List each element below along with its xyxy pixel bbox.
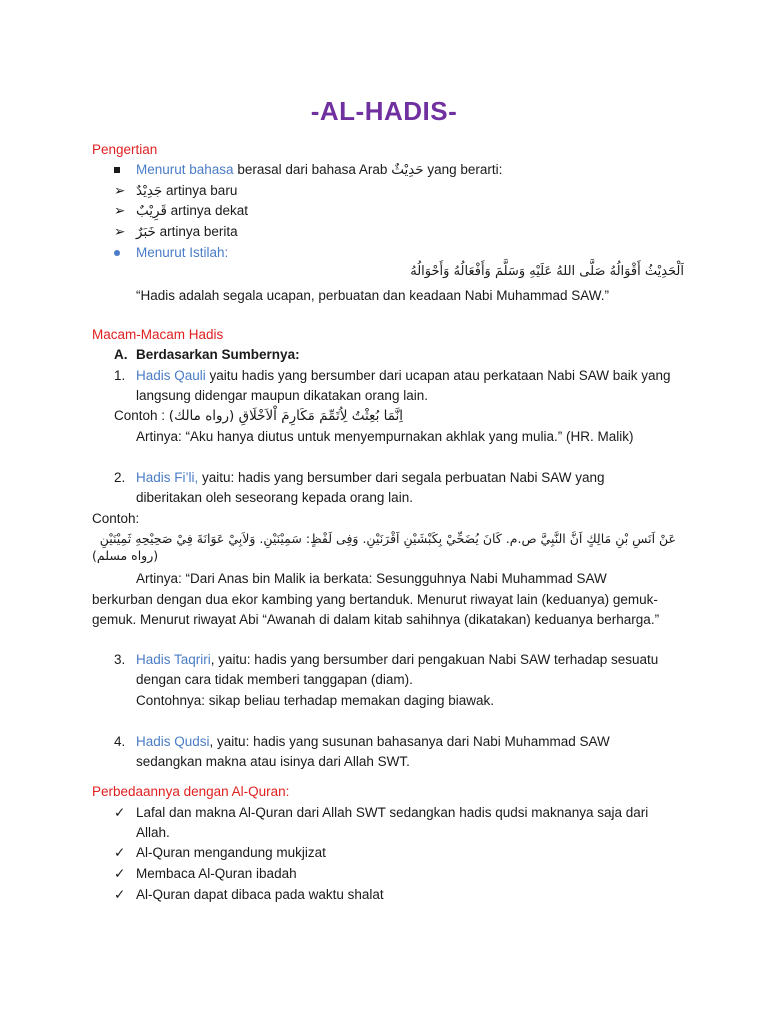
check-icon: ✓ bbox=[114, 845, 126, 860]
artinya-text: Artinya: “Dari Anas bin Malik ia berkata: Sesungguhnya Nabi Muhammad SAW bbox=[136, 571, 607, 586]
arrow-bullet-icon: ➢ bbox=[114, 183, 126, 198]
hadis-fili-line bbox=[114, 468, 605, 488]
hadis-fili-label: Hadis Fi’li, bbox=[136, 470, 199, 485]
difference-item bbox=[114, 864, 297, 884]
hadis-fili-arabic-source: (رواه مسلم) bbox=[92, 548, 159, 563]
hadis-fili-text-cont: diberitakan oleh seseorang kepada orang lain. bbox=[136, 490, 413, 505]
difference-text: Al-Quran dapat dibaca pada waktu shalat bbox=[136, 887, 384, 902]
hadis-qudsi-label: Hadis Qudsi bbox=[136, 734, 210, 749]
list-marker: 4. bbox=[114, 734, 126, 749]
difference-text: Al-Quran mengandung mukjizat bbox=[136, 845, 326, 860]
subheading-a bbox=[114, 345, 300, 365]
hadis-taqriri-text-cont: dengan cara tidak memberi tanggapan (diam). bbox=[136, 672, 413, 687]
artinya-text-cont: berkurban dengan dua ekor kambing yang bertanduk. Menurut riwayat lain (keduanya) gemuk- bbox=[92, 592, 658, 607]
meaning-text: artinya baru bbox=[162, 183, 238, 198]
hadis-taqriri-example: Contohnya: sikap beliau terhadap memakan daging biawak. bbox=[136, 693, 494, 708]
contoh-line bbox=[114, 406, 403, 426]
meaning-text: artinya dekat bbox=[166, 203, 248, 218]
meaning-item bbox=[114, 181, 237, 201]
section-heading-macam: Macam-Macam Hadis bbox=[92, 327, 224, 342]
contoh-label: Contoh : bbox=[114, 408, 169, 423]
arrow-bullet-icon: ➢ bbox=[114, 203, 126, 218]
meaning-arabic: خَبَرٌ bbox=[136, 224, 156, 240]
check-icon: ✓ bbox=[114, 887, 126, 902]
list-marker: 2. bbox=[114, 470, 126, 485]
check-icon: ✓ bbox=[114, 866, 126, 881]
difference-text: Lafal dan makna Al-Quran dari Allah SWT sedangkan hadis qudsi maknanya saja dari bbox=[136, 805, 649, 820]
difference-item bbox=[114, 843, 326, 863]
meaning-text: artinya berita bbox=[155, 224, 238, 239]
hadis-qauli-text-cont: langsung didengar maupun dikatakan orang lain. bbox=[136, 388, 428, 403]
bahasa-arabic: حَدِيْثٌ bbox=[391, 162, 424, 178]
meaning-item bbox=[114, 201, 248, 221]
bahasa-tail: yang berarti: bbox=[423, 162, 503, 177]
hadis-fili-text: yaitu: hadis yang bersumber dari segala perbuatan Nabi SAW yang bbox=[198, 470, 605, 485]
section-heading-pengertian: Pengertian bbox=[92, 142, 158, 157]
difference-item bbox=[114, 885, 384, 905]
list-marker: 1. bbox=[114, 368, 126, 383]
contoh-label: Contoh: bbox=[92, 511, 140, 526]
hadis-qudsi-text-cont: sedangkan makna atau isinya dari Allah SWT. bbox=[136, 754, 410, 769]
hadis-qudsi-text: , yaitu: hadis yang susunan bahasanya dari Nabi Muhammad SAW bbox=[209, 734, 610, 749]
definition-text: “Hadis adalah segala ucapan, perbuatan dan keadaan Nabi Muhammad SAW.” bbox=[136, 288, 610, 303]
istilah-line bbox=[114, 243, 228, 263]
list-marker: 3. bbox=[114, 652, 126, 667]
hadis-taqriri-line bbox=[114, 650, 658, 670]
meaning-arabic: قَرِيْبٌ bbox=[136, 203, 167, 219]
hadis-qauli-label: Hadis Qauli bbox=[136, 368, 206, 383]
bahasa-label: Menurut bahasa bbox=[136, 162, 234, 177]
hadis-fili-arabic: عَنْ اَنَسِ بْنِ مَالِكٍ اَنَّ النَّبِيَّ ص.م. كَانَ يُضَحِّيْ بِكَبْشَيْنِ اَقْرَنَيْنِ. وَفِى لَفْظٍ: سَمِيْنَيْنِ. وَلاَبِيْ عَوَانَةَ فِيْ صَحِيْحِهِ ثَمِيْنَيْنِ bbox=[99, 531, 676, 546]
arrow-bullet-icon: ➢ bbox=[114, 224, 126, 239]
difference-text-cont: Allah. bbox=[136, 825, 170, 840]
difference-item bbox=[114, 803, 648, 823]
meaning-item bbox=[114, 222, 238, 242]
hadis-qauli-line bbox=[114, 366, 671, 386]
hadis-taqriri-text: , yaitu: hadis yang bersumber dari pengakuan Nabi SAW terhadap sesuatu bbox=[210, 652, 659, 667]
hadis-qudsi-line bbox=[114, 732, 610, 752]
list-marker: A. bbox=[114, 347, 128, 362]
bahasa-text: berasal dari bahasa Arab bbox=[233, 162, 392, 177]
square-bullet-icon bbox=[114, 167, 120, 173]
dot-bullet-icon bbox=[114, 250, 120, 256]
hadis-taqriri-label: Hadis Taqriri bbox=[136, 652, 211, 667]
artinya-text: Artinya: “Aku hanya diutus untuk menyempurnakan akhlak yang mulia.” (HR. Malik) bbox=[136, 429, 634, 444]
section-heading-perbedaan: Perbedaannya dengan Al-Quran: bbox=[92, 784, 290, 799]
contoh-arabic: اِنَّمَا بُعِثْتُ لِاُتَمِّمَ مَكَارِمَ اْلاَخْلَاقِ (رواه مالك) bbox=[168, 408, 404, 424]
difference-text: Membaca Al-Quran ibadah bbox=[136, 866, 297, 881]
page-title: -AL-HADIS- bbox=[310, 96, 458, 126]
istilah-label: Menurut Istilah: bbox=[136, 245, 229, 260]
check-icon: ✓ bbox=[114, 805, 126, 820]
subheading-a-label: Berdasarkan Sumbernya: bbox=[136, 347, 300, 362]
artinya-text-cont: gemuk. Menurut riwayat Abi “Awanah di dalam kitab sahihnya (dikatakan) keduanya berharga.” bbox=[92, 612, 660, 627]
hadis-qauli-text: yaitu hadis yang bersumber dari ucapan atau perkataan Nabi SAW baik yang bbox=[205, 368, 671, 383]
bahasa-line bbox=[114, 160, 502, 180]
istilah-arabic: اَلْحَدِيْثُ أَقْوَالُهُ صَلَّى اللهُ عَلَيْهِ وَسَلَّمَ وَأَفْعَالُهُ وَأَحْوَالُهُ bbox=[410, 264, 684, 279]
meaning-arabic: جَدِيْدٌ bbox=[136, 183, 163, 199]
